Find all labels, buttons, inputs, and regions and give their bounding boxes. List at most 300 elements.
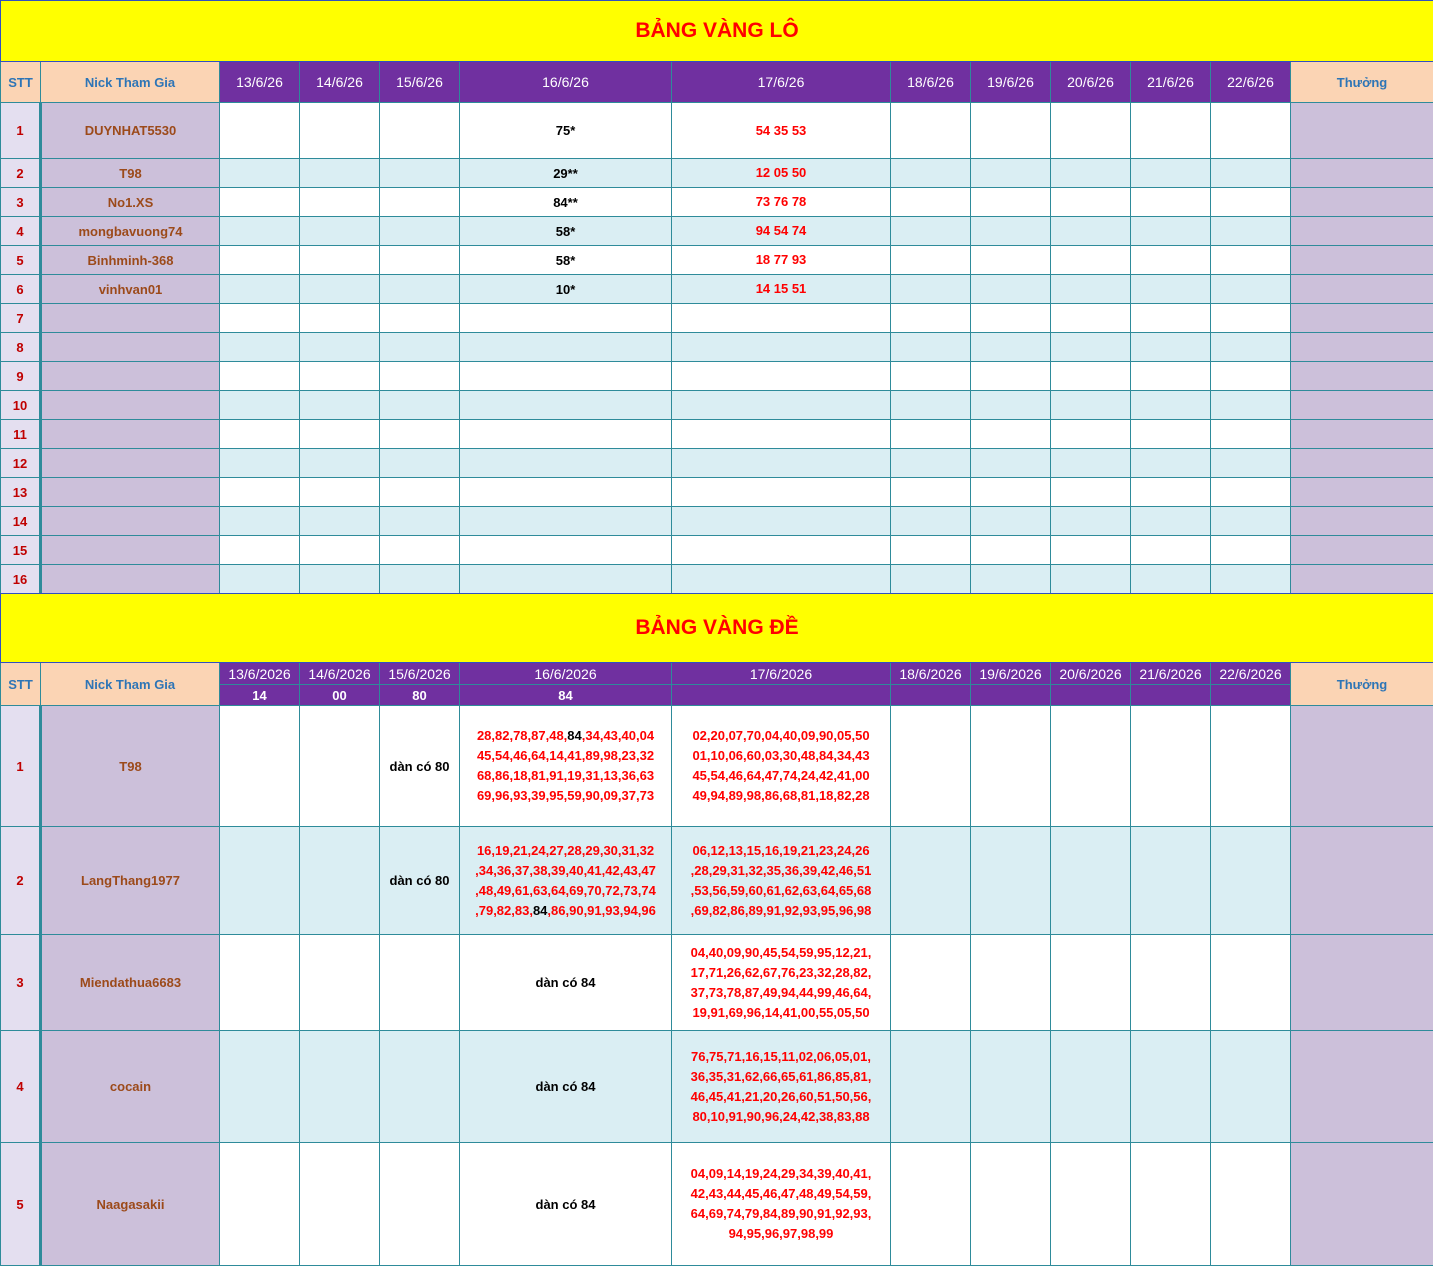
de-d16-text: dàn có 84	[535, 1079, 596, 1094]
de-cell	[1211, 827, 1291, 935]
lo-cell	[220, 565, 300, 594]
lo-cell	[971, 478, 1051, 507]
de-cell	[1211, 1031, 1291, 1143]
de-cell	[1051, 1143, 1131, 1266]
lo-cell	[1211, 449, 1291, 478]
lo-cell	[971, 246, 1051, 275]
lo-cell	[220, 362, 300, 391]
de-cell	[1211, 1143, 1291, 1266]
lo-cell-d16	[460, 449, 672, 478]
lo-cell	[1051, 565, 1131, 594]
lo-cell	[891, 420, 971, 449]
lo-cell	[220, 103, 300, 159]
lo-cell	[220, 159, 300, 188]
de-table	[0, 593, 1433, 1266]
lo-row	[1, 507, 1433, 536]
lo-header-date: 15/6/26	[380, 62, 460, 103]
lo-cell	[300, 103, 380, 159]
de-d17-line: ,53,56,59,60,61,62,63,64,65,68	[690, 882, 872, 898]
de-d16-part: 69,96,93,39,95,59,90,09,37,73	[476, 788, 655, 803]
lo-row-stt: 8	[1, 333, 41, 362]
de-d16-part: ,34,36,37,38,39,40,41,42,43,47	[475, 862, 656, 878]
de-row-thuong	[1291, 1143, 1433, 1266]
lo-cell	[1131, 391, 1211, 420]
lo-cell	[1211, 420, 1291, 449]
lo-cell	[1211, 246, 1291, 275]
lo-row-nick	[41, 449, 220, 478]
lo-cell	[891, 507, 971, 536]
lo-cell-d17: 73 76 78	[672, 188, 891, 217]
de-d16-hit: 84	[567, 728, 582, 743]
lo-row	[1, 246, 1433, 275]
lo-row-stt: 2	[1, 159, 41, 188]
lo-cell-d17	[672, 478, 891, 507]
lo-cell	[1051, 246, 1131, 275]
lo-row-nick: mongbavuong74	[41, 217, 220, 246]
lo-row	[1, 478, 1433, 507]
lo-row	[1, 188, 1433, 217]
de-cell	[971, 827, 1051, 935]
lo-cell	[891, 449, 971, 478]
lo-row	[1, 103, 1433, 159]
lo-cell	[1211, 507, 1291, 536]
de-cell	[220, 706, 300, 827]
lo-cell-d16: 58*	[460, 246, 672, 275]
lo-cell	[971, 391, 1051, 420]
lo-cell-d16: 84**	[460, 188, 672, 217]
lo-cell	[1131, 478, 1211, 507]
lo-cell	[220, 391, 300, 420]
lo-header-date: 19/6/26	[971, 62, 1051, 103]
lo-row-thuong	[1291, 103, 1433, 159]
de-result: 14	[220, 685, 300, 706]
de-result	[672, 685, 891, 706]
de-row-nick: cocain	[41, 1031, 220, 1143]
lo-row-stt: 13	[1, 478, 41, 507]
lo-row-nick	[41, 478, 220, 507]
lo-cell	[1051, 217, 1131, 246]
de-cell	[220, 1031, 300, 1143]
lo-cell	[220, 275, 300, 304]
lo-cell	[220, 333, 300, 362]
de-header-date: 18/6/2026	[891, 663, 971, 685]
lo-cell	[300, 565, 380, 594]
de-row-thuong	[1291, 706, 1433, 827]
lo-header-stt: STT	[1, 62, 41, 103]
lo-cell	[1051, 478, 1131, 507]
lo-row-nick	[41, 507, 220, 536]
lo-cell	[1211, 565, 1291, 594]
lo-cell	[1211, 333, 1291, 362]
lo-cell-d16	[460, 362, 672, 391]
de-d16-part: 16,19,21,24,27,28,29,30,31,32	[476, 842, 655, 858]
lo-cell	[380, 246, 460, 275]
de-d16-hit: 84	[532, 902, 548, 918]
lo-row-stt: 16	[1, 565, 41, 594]
de-header-date: 16/6/2026	[460, 663, 672, 685]
de-cell	[971, 706, 1051, 827]
de-cell-d17	[672, 827, 891, 935]
de-header-date: 20/6/2026	[1051, 663, 1131, 685]
lo-row-thuong	[1291, 217, 1433, 246]
de-cell	[1131, 1031, 1211, 1143]
lo-cell	[1051, 362, 1131, 391]
lo-row-nick: DUYNHAT5530	[41, 103, 220, 159]
de-d17-line: 42,43,44,45,46,47,48,49,54,59,	[690, 1186, 872, 1201]
lo-row-nick	[41, 536, 220, 565]
lo-cell	[1211, 103, 1291, 159]
de-d16-part: 45,54,46,64,14,41,89,98,23,32	[476, 748, 655, 763]
de-d16-text: dàn có 84	[535, 975, 596, 990]
lo-header-date: 13/6/26	[220, 62, 300, 103]
de-row-stt: 2	[1, 827, 41, 935]
lo-cell	[971, 333, 1051, 362]
lo-cell-d16: 29**	[460, 159, 672, 188]
lo-row-stt: 3	[1, 188, 41, 217]
de-header-stt: STT	[1, 663, 41, 706]
de-result: 80	[380, 685, 460, 706]
de-d16-text: dàn có 84	[535, 1196, 596, 1212]
lo-cell	[380, 536, 460, 565]
lo-header-date: 14/6/26	[300, 62, 380, 103]
lo-row	[1, 565, 1433, 594]
lo-cell	[1131, 362, 1211, 391]
lo-cell-d17: 94 54 74	[672, 217, 891, 246]
de-result: 84	[460, 685, 672, 706]
lo-cell-d17	[672, 449, 891, 478]
de-cell	[891, 935, 971, 1031]
lo-cell	[1211, 536, 1291, 565]
lo-cell	[380, 449, 460, 478]
lo-cell-d17	[672, 304, 891, 333]
de-d16-line	[460, 746, 671, 766]
lo-row-nick	[41, 362, 220, 391]
lo-cell	[1051, 507, 1131, 536]
de-cell	[891, 827, 971, 935]
lo-cell	[971, 536, 1051, 565]
de-d17-line: 37,73,78,87,49,94,44,99,46,64,	[690, 984, 872, 1000]
de-title: BẢNG VÀNG ĐỀ	[1, 594, 1433, 663]
lo-cell-d17	[672, 333, 891, 362]
de-header-date: 13/6/2026	[220, 663, 300, 685]
lo-header-date: 22/6/26	[1211, 62, 1291, 103]
lo-cell	[220, 246, 300, 275]
lo-cell	[891, 275, 971, 304]
lo-row-nick: No1.XS	[41, 188, 220, 217]
de-d17-line: 36,35,31,62,66,65,61,86,85,81,	[690, 1068, 872, 1084]
lo-row-nick: vinhvan01	[41, 275, 220, 304]
lo-row	[1, 362, 1433, 391]
de-row	[1, 1143, 1433, 1266]
lo-cell-d16	[460, 478, 672, 507]
de-d16-line	[460, 901, 671, 921]
lo-cell	[300, 275, 380, 304]
lo-cell	[891, 188, 971, 217]
lo-row-nick	[41, 333, 220, 362]
lo-cell	[300, 362, 380, 391]
lo-row-thuong	[1291, 507, 1433, 536]
de-d16-part: 68,86,18,81,91,19,31,13,36,63	[476, 768, 655, 783]
de-result	[891, 685, 971, 706]
lo-cell	[1211, 217, 1291, 246]
lo-cell	[891, 159, 971, 188]
lo-row-thuong	[1291, 275, 1433, 304]
lo-cell-d17	[672, 420, 891, 449]
lo-cell-d17: 18 77 93	[672, 246, 891, 275]
de-header-date: 14/6/2026	[300, 663, 380, 685]
lo-cell	[380, 333, 460, 362]
de-cell	[1051, 935, 1131, 1031]
lo-cell-d17	[672, 536, 891, 565]
lo-row-stt: 14	[1, 507, 41, 536]
lo-row-stt: 6	[1, 275, 41, 304]
lo-cell-d16: 75*	[460, 103, 672, 159]
lo-cell	[380, 391, 460, 420]
lo-cell-d17: 54 35 53	[672, 103, 891, 159]
lo-cell	[1211, 188, 1291, 217]
de-cell-d17	[672, 706, 891, 827]
lo-cell	[1131, 536, 1211, 565]
lo-cell	[891, 391, 971, 420]
lo-cell	[380, 420, 460, 449]
de-cell	[891, 1031, 971, 1143]
de-row-nick: Miendathua6683	[41, 935, 220, 1031]
lo-row-thuong	[1291, 188, 1433, 217]
de-cell-d17	[672, 1143, 891, 1266]
lo-row-nick	[41, 304, 220, 333]
lo-cell	[300, 449, 380, 478]
lo-cell	[971, 304, 1051, 333]
de-row-thuong	[1291, 935, 1433, 1031]
lo-cell	[891, 565, 971, 594]
de-cell	[1211, 935, 1291, 1031]
de-d16-line	[460, 726, 671, 746]
lo-cell	[971, 362, 1051, 391]
lo-cell	[300, 507, 380, 536]
lo-cell	[1051, 159, 1131, 188]
de-cell-d17	[672, 935, 891, 1031]
lo-cell	[1211, 478, 1291, 507]
lo-cell	[891, 362, 971, 391]
de-d16-line	[460, 861, 671, 881]
lo-row-nick	[41, 420, 220, 449]
lo-cell	[380, 478, 460, 507]
lo-cell	[971, 420, 1051, 449]
lo-row-thuong	[1291, 420, 1433, 449]
de-cell-d15: dàn có 80	[380, 706, 460, 827]
lo-cell	[1211, 275, 1291, 304]
de-row	[1, 1031, 1433, 1143]
lo-title: BẢNG VÀNG LÔ	[1, 1, 1433, 62]
lo-row	[1, 449, 1433, 478]
de-d16-part: ,86,90,91,93,94,96	[547, 902, 656, 918]
lo-cell	[220, 507, 300, 536]
de-cell	[300, 1031, 380, 1143]
de-d16-line	[460, 766, 671, 786]
de-row-stt: 4	[1, 1031, 41, 1143]
de-cell	[220, 827, 300, 935]
lo-cell-d17: 12 05 50	[672, 159, 891, 188]
lo-row-stt: 1	[1, 103, 41, 159]
de-cell-d16	[460, 706, 672, 827]
lo-cell-d16: 58*	[460, 217, 672, 246]
de-cell	[891, 706, 971, 827]
lo-cell	[1131, 507, 1211, 536]
lo-row-thuong	[1291, 536, 1433, 565]
lo-cell-d17	[672, 565, 891, 594]
de-d17-line: 94,95,96,97,98,99	[728, 1226, 834, 1241]
lo-cell	[1051, 304, 1131, 333]
lo-row-thuong	[1291, 304, 1433, 333]
de-result	[1131, 685, 1211, 706]
lo-cell	[971, 449, 1051, 478]
de-cell	[220, 935, 300, 1031]
de-cell	[1131, 1143, 1211, 1266]
de-d17-line: 19,91,69,96,14,41,00,55,05,50	[692, 1004, 870, 1020]
lo-row	[1, 217, 1433, 246]
de-d16-part: 28,82,78,87,48,	[476, 728, 568, 743]
lo-cell	[1051, 188, 1131, 217]
lo-cell-d17	[672, 391, 891, 420]
de-d17-line: 17,71,26,62,67,76,23,32,28,82,	[690, 964, 872, 980]
lo-header-date: 18/6/26	[891, 62, 971, 103]
de-d17-line: 01,10,06,60,03,30,48,84,34,43	[692, 748, 870, 763]
lo-cell	[380, 565, 460, 594]
lo-cell	[891, 103, 971, 159]
de-cell-d17	[672, 1031, 891, 1143]
lo-cell	[300, 159, 380, 188]
de-cell	[1131, 935, 1211, 1031]
de-row	[1, 827, 1433, 935]
lo-cell	[1051, 333, 1131, 362]
lo-cell-d16	[460, 536, 672, 565]
lo-row-thuong	[1291, 362, 1433, 391]
de-result	[1051, 685, 1131, 706]
lo-cell	[1211, 391, 1291, 420]
de-header-date: 19/6/2026	[971, 663, 1051, 685]
lo-cell	[1051, 275, 1131, 304]
lo-row-stt: 11	[1, 420, 41, 449]
lo-cell	[1051, 420, 1131, 449]
lo-cell	[1051, 449, 1131, 478]
lo-cell-d17	[672, 362, 891, 391]
lo-row-nick: T98	[41, 159, 220, 188]
lo-row-thuong	[1291, 333, 1433, 362]
de-d17-line: 04,09,14,19,24,29,34,39,40,41,	[690, 1166, 872, 1181]
lo-row-stt: 4	[1, 217, 41, 246]
de-header-thuong: Thưởng	[1291, 663, 1433, 706]
lo-cell	[380, 275, 460, 304]
lo-cell	[971, 188, 1051, 217]
lo-cell	[1211, 362, 1291, 391]
de-d17-line: 64,69,74,79,84,89,90,91,92,93,	[690, 1206, 872, 1221]
lo-header-date: 16/6/26	[460, 62, 672, 103]
lo-cell	[1131, 304, 1211, 333]
lo-row	[1, 420, 1433, 449]
lo-cell-d16	[460, 565, 672, 594]
lo-cell	[891, 478, 971, 507]
de-row-stt: 5	[1, 1143, 41, 1266]
lo-cell	[891, 536, 971, 565]
lo-cell	[1131, 159, 1211, 188]
lo-row	[1, 536, 1433, 565]
de-cell	[891, 1143, 971, 1266]
de-d16-part: ,34,43,40,04	[581, 728, 655, 743]
de-result: 00	[300, 685, 380, 706]
lo-cell	[380, 217, 460, 246]
lo-header-date: 17/6/26	[672, 62, 891, 103]
lo-cell-d16	[460, 304, 672, 333]
de-cell	[300, 1143, 380, 1266]
lo-cell	[971, 275, 1051, 304]
de-cell-d16	[460, 1143, 672, 1266]
lo-cell	[1131, 188, 1211, 217]
de-cell	[1131, 706, 1211, 827]
lo-header-thuong: Thưởng	[1291, 62, 1433, 103]
de-row-nick: LangThang1977	[41, 827, 220, 935]
lo-header-date: 20/6/26	[1051, 62, 1131, 103]
de-row-nick: Naagasakii	[41, 1143, 220, 1266]
lo-cell	[1211, 304, 1291, 333]
lo-cell	[1131, 333, 1211, 362]
lo-row-thuong	[1291, 449, 1433, 478]
de-cell	[1131, 827, 1211, 935]
lo-row-stt: 7	[1, 304, 41, 333]
lo-row-stt: 9	[1, 362, 41, 391]
lo-cell	[1051, 103, 1131, 159]
de-d17-line: 06,12,13,15,16,19,21,23,24,26	[692, 842, 870, 858]
lo-row	[1, 391, 1433, 420]
de-cell	[220, 1143, 300, 1266]
lo-cell	[220, 304, 300, 333]
lo-cell-d16	[460, 333, 672, 362]
lo-cell-d17	[672, 507, 891, 536]
lo-cell	[380, 159, 460, 188]
lo-cell	[891, 217, 971, 246]
lo-cell	[220, 217, 300, 246]
lo-cell	[971, 507, 1051, 536]
de-cell	[971, 1143, 1051, 1266]
lo-cell	[380, 103, 460, 159]
de-row-thuong	[1291, 827, 1433, 935]
de-header-date: 22/6/2026	[1211, 663, 1291, 685]
lo-cell	[891, 304, 971, 333]
de-row-nick: T98	[41, 706, 220, 827]
lo-cell	[1131, 217, 1211, 246]
lo-cell	[300, 304, 380, 333]
lo-row-nick	[41, 391, 220, 420]
de-cell	[1051, 827, 1131, 935]
lo-row-thuong	[1291, 478, 1433, 507]
lo-cell-d16	[460, 507, 672, 536]
lo-cell	[1051, 536, 1131, 565]
lo-cell	[220, 188, 300, 217]
de-d17-line: 80,10,91,90,96,24,42,38,83,88	[692, 1108, 870, 1124]
lo-cell	[891, 333, 971, 362]
de-d16-line	[460, 881, 671, 901]
lo-cell	[380, 362, 460, 391]
de-cell	[971, 1031, 1051, 1143]
de-d17-line: ,69,82,86,89,91,92,93,95,96,98	[690, 902, 872, 918]
de-cell	[300, 827, 380, 935]
lo-cell	[1131, 420, 1211, 449]
de-row-thuong	[1291, 1031, 1433, 1143]
de-d17-line: 04,40,09,90,45,54,59,95,12,21,	[690, 944, 872, 960]
de-d16-part: ,48,49,61,63,64,69,70,72,73,74	[475, 882, 656, 898]
de-cell	[1211, 706, 1291, 827]
lo-cell	[891, 246, 971, 275]
lo-row-stt: 5	[1, 246, 41, 275]
